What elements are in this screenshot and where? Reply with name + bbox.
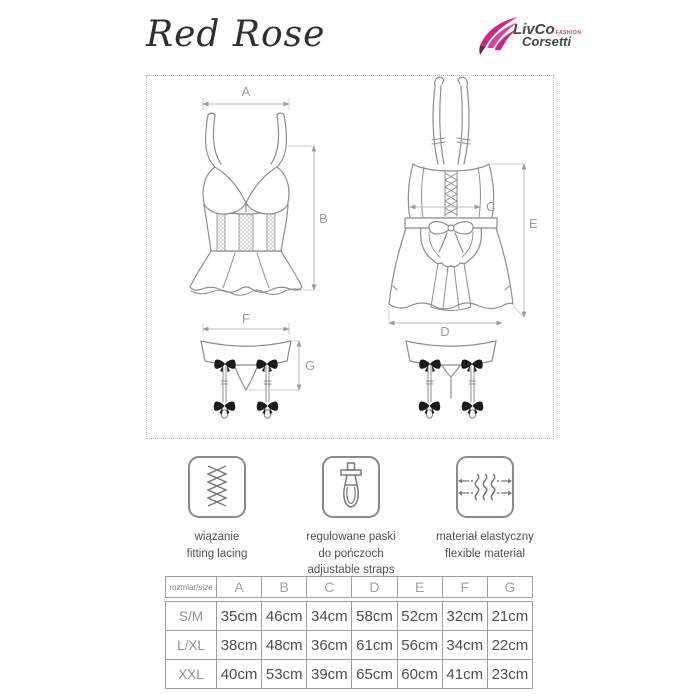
brand-logo [478, 15, 596, 63]
caption-line: regulowane paski [306, 531, 396, 543]
caption-line: wiązanie [194, 531, 240, 543]
brand-fashion-label: FASHION [555, 30, 582, 36]
measurement-cell: 22cm [487, 630, 532, 659]
measurement-cell: 48cm [261, 630, 306, 659]
dimension-column-header: E [397, 577, 442, 597]
measurement-cell: 53cm [261, 659, 306, 688]
dimension-column-header: F [442, 577, 487, 597]
bow-icon [214, 402, 236, 414]
feature-flexible-material [418, 454, 552, 579]
flexible-material-icon [454, 454, 516, 520]
measurement-cell: 36cm [306, 630, 351, 659]
size-table [165, 576, 533, 689]
dimension-column-header: A [216, 577, 261, 597]
size-table-header [165, 576, 533, 598]
dim-label-c: C [486, 199, 496, 214]
measurement-cell: 32cm [442, 602, 487, 630]
bow-icon [462, 402, 484, 414]
measurement-cell: 58cm [351, 602, 396, 630]
measurement-cell: 41cm [442, 659, 487, 688]
caption-line: adjustable straps [307, 564, 395, 577]
size-label-cell: L/XL [166, 630, 216, 659]
measurement-cell: 23cm [487, 659, 532, 688]
measurement-cell: 61cm [351, 630, 396, 659]
measurement-cell: 56cm [397, 630, 442, 659]
dimension-column-header: D [351, 577, 396, 597]
feature-lacing [150, 454, 284, 579]
lacing-icon [186, 454, 248, 520]
dim-label-d: D [440, 324, 450, 339]
technical-diagram [146, 75, 554, 439]
bow-icon [257, 402, 279, 414]
measurement-cell: 39cm [306, 659, 351, 688]
size-column-header: rozmiar/size [169, 582, 213, 592]
measurement-cell: 21cm [487, 602, 532, 630]
product-title: Red Rose [146, 14, 326, 55]
garter-clip-icon [320, 454, 382, 520]
dim-label-a: A [241, 84, 251, 99]
size-table-body [165, 601, 533, 689]
measurement-cell: 35cm [216, 602, 261, 630]
bow-icon [419, 402, 441, 414]
measurement-cell: 65cm [351, 659, 396, 688]
back-view-drawing [389, 77, 513, 310]
feature-caption [306, 529, 396, 579]
brand-name-top: LivCo [513, 21, 555, 38]
size-label-cell: S/M [178, 608, 203, 624]
feature-caption [436, 529, 534, 562]
feature-caption [187, 529, 248, 562]
dim-label-b: B [319, 211, 328, 226]
dim-label-g: G [305, 358, 316, 373]
dimension-a [203, 98, 289, 110]
measurement-cell: 40cm [216, 659, 261, 688]
dim-label-e: E [529, 216, 538, 231]
measurement-cell: 38cm [216, 630, 261, 659]
dimension-column-header: C [306, 577, 351, 597]
dimension-column-header: G [487, 577, 532, 597]
measurement-cell: 60cm [397, 659, 442, 688]
measurement-cell: 34cm [442, 630, 487, 659]
caption-line: do pończoch [318, 547, 384, 560]
measurement-cell: 52cm [397, 602, 442, 630]
caption-line: materiał elastyczny [436, 531, 534, 543]
dim-label-f: F [242, 311, 250, 326]
caption-line: fitting lacing [186, 547, 248, 560]
feature-list [150, 454, 552, 579]
measurement-cell: 34cm [306, 602, 351, 630]
front-view-drawing [190, 113, 302, 295]
caption-line: flexible material [445, 547, 525, 560]
feature-adjustable-straps [284, 454, 418, 579]
dimension-column-header: B [261, 577, 306, 597]
brand-logo-text [513, 15, 581, 48]
measurement-cell: 46cm [261, 602, 306, 630]
brand-name-bottom: Corsetti [522, 34, 572, 49]
size-label-cell: XXL [166, 659, 216, 688]
